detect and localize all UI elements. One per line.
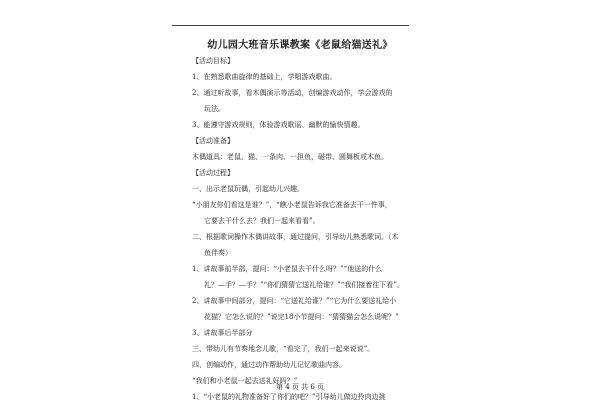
body-line: 1、“小老鼠的礼物准备好了你们的吧？”引导幼儿做边拎肉边挑 <box>192 393 386 400</box>
body-line: 1、讲故事前半部，提问：“小老鼠去干什么呀？”“他送的什么 <box>192 265 383 273</box>
body-line: “我们和小老鼠一起去送礼好吗？” <box>192 377 298 385</box>
body-line: 2、通过听故事，看木偶演示等活动，创编游戏动作，学会游戏的 <box>192 89 393 97</box>
body-line: 玩法。 <box>204 105 225 113</box>
body-line: 一、出示老鼠玩偶，引起幼儿兴趣。 <box>192 185 304 193</box>
body-line: 木偶道具：老鼠、猫、一条肉、一担鱼，磁带、圆舞板或木鱼。 <box>192 153 388 161</box>
section-heading-process: 【活动过程】 <box>192 169 234 177</box>
document-title: 幼儿园大班音乐课教案《老鼠给猫送礼》 <box>207 40 393 51</box>
body-line: 1、在熟悉歌曲旋律的基础上，学唱游戏歌曲。 <box>192 73 337 81</box>
page-number: 第 4 页 共 6 页 <box>275 383 325 391</box>
body-line: 3、能遵守游戏规则，体验游戏歌谣、幽默的愉快情趣。 <box>192 121 365 129</box>
section-heading-goals: 【活动目标】 <box>192 57 234 65</box>
body-line: 2、讲故事中间部分，提问：“它送礼给谁？”“它为什么要送礼给小 <box>192 297 397 305</box>
body-line: 礼？—手？—手？”“你们猜猜它送礼给谁？”“我们接着往下看”。 <box>204 281 404 289</box>
body-line: 花猫？它怎么说的？”说完18小节提问：“猜猜猫会怎么说呢？” <box>204 313 399 321</box>
header-rule <box>172 25 409 26</box>
section-heading-preparation: 【活动准备】 <box>192 137 234 145</box>
body-line: 3、讲故事后半部分 <box>192 329 253 337</box>
body-line: 三、带幼儿有节奏地念儿歌，“看完了，我们一起来说说”。 <box>192 345 375 353</box>
body-line: 它要去干什么去？我们一起来看看”。 <box>204 217 320 225</box>
body-line: 鱼伴奏） <box>204 249 232 257</box>
body-line: “小朋友你们看这是谁？”，“瞧小老鼠告诉我它准备去干一件事， <box>192 201 392 209</box>
document-body <box>192 53 420 400</box>
body-line: 二、根据歌词操作木偶讲故事，通过提问，引导幼儿熟悉歌词。（木 <box>192 233 399 241</box>
body-line: 四、创编动作，通过动作帮助幼儿记忆歌曲内容。 <box>192 361 346 369</box>
